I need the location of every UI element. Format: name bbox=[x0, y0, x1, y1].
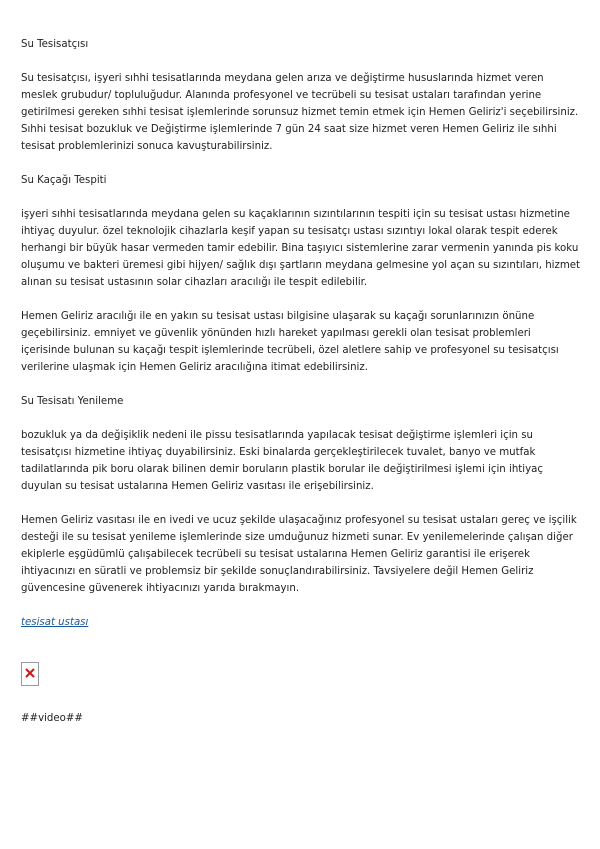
red-x-icon bbox=[25, 668, 35, 678]
broken-image-icon bbox=[21, 662, 39, 686]
paragraph-yenileme-1: bozukluk ya da değişiklik nedeni ile pissu tesisatlarında yapılacak tesisat değiştirme işlemleri için su tesisatçısı hizmetine ihtiyaç duyabilirsiniz. Eski binalarda gerçekleştirilecek tuvalet, banyo ve mutfak tadilatlarında pik boru olarak bilinen demir boruların plastik borular ile değiştirilmesi işlemi için ihtiyaç duyulan su tesisat ustalarına Hemen Geliriz vasıtası ile erişebilirsiniz. bbox=[21, 430, 543, 492]
document-body bbox=[21, 36, 581, 727]
section-heading-su-tesisati-yenileme: Su Tesisatı Yenileme bbox=[21, 396, 124, 407]
section-heading-su-tesisatcisi: Su Tesisatçısı bbox=[21, 39, 89, 50]
tesisat-ustasi-link[interactable]: tesisat ustası bbox=[21, 617, 89, 628]
paragraph-su-kacagi-2: Hemen Geliriz aracılığı ile en yakın su tesisat ustası bilgisine ulaşarak su kaçağı sorunlarınızın önüne geçebilirsiniz. emniyet ve güvenlik yönünden hızlı hareket yapılması gerekli olan tesisat problemleri içerisinde bulunan su kaçağı tespit işlemlerinde tecrübeli, özel aletlere sahip ve profesyonel su tesisatçısı verilerine ulaşmak için Hemen Geliriz aracılığına itimat edebilirsiniz. bbox=[21, 311, 559, 373]
paragraph-su-tesisatcisi: Su tesisatçısı, işyeri sıhhi tesisatlarında meydana gelen arıza ve değiştirme hususlarında hizmet veren meslek grubudur/ topluluğudur. Alanında profesyonel ve tecrübeli su tesisat ustaları tarafından yerine getirilmesi gereken sıhhi tesisat işlemlerinde sorunsuz hizmet temin etmek için Hemen Geliriz'i seçebilirsiniz. Sıhhi tesisat bozukluk ve Değiştirme işlemlerinde 7 gün 24 saat size hizmet veren Hemen Geliriz ile sıhhi tesisat problemlerinizi sonuca kavuşturabilirsiniz. bbox=[21, 73, 579, 152]
section-heading-su-kacagi-tespiti: Su Kaçağı Tespiti bbox=[21, 175, 107, 186]
tesisat-ustasi-link-wrapper bbox=[21, 614, 581, 631]
paragraph-yenileme-2: Hemen Geliriz vasıtası ile en ivedi ve ucuz şekilde ulaşacağınız profesyonel su tesisat ustaları gereç ve işçilik desteği ile su tesisat yenileme işlemlerinde size umduğunuz hizmeti sunar. Ev yenilemelerinde çalışan diğer ekiplerle eşgüdümlü çalışabilecek tecrübeli su tesisat ustalarına Hemen Geliriz garantisi ile erişerek ihtiyacınızı en süratli ve problemsiz bir şekilde sonuçlandırabilirsiniz. Tavsiyelere değil Hemen Geliriz güvencesine güvenerek ihtiyacınızı yarıda bırakmayın. bbox=[21, 515, 577, 594]
paragraph-su-kacagi-1: işyeri sıhhi tesisatlarında meydana gelen su kaçaklarının sızıntılarının tespiti için su tesisat ustası hizmetine ihtiyaç duyulur. özel teknolojik cihazlarla keşif yapan su tesisatçı ustası sızıntıyı lokal olarak tespit ederek herhangi bir büyük hasar vermeden tamir edebilir. Bina taşıyıcı sistemlerine zarar vermenin yanında pis koku oluşumu ve bakteri üremesi gibi hijyen/ sağlık dışı şartların meydana gelmesine yol açan su sızıntıları, hizmet alınan su tesisat ustasının solar cihazları aracılığı ile tespit edilebilir. bbox=[21, 209, 581, 288]
video-placeholder: ##video## bbox=[21, 713, 83, 724]
